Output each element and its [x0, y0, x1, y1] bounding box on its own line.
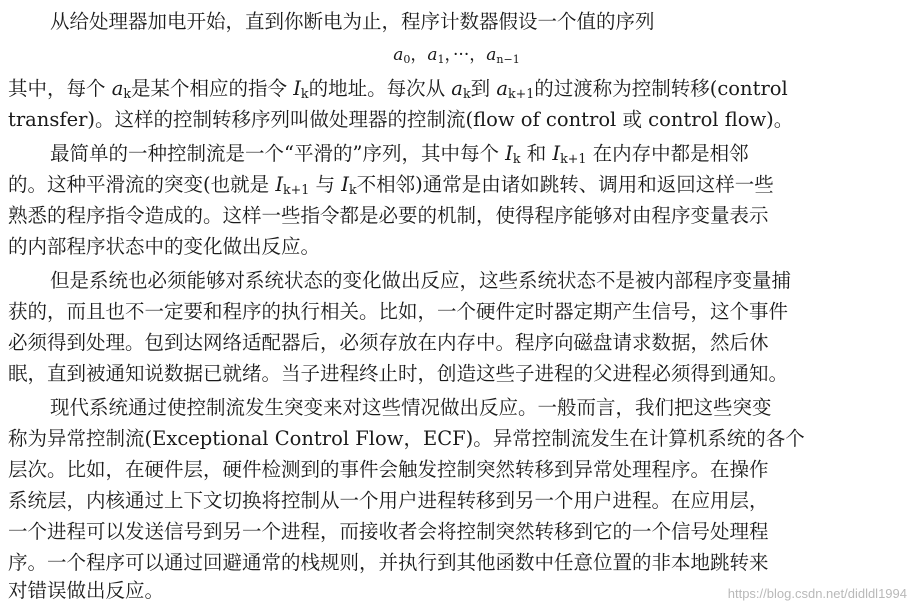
p2l1-i-k-sub: k	[512, 151, 521, 167]
seq-a0: a	[393, 45, 404, 65]
p2l1-i-k1-sub: k+1	[560, 151, 587, 167]
p1l2-text-5: 的过渡称为控制转移(control	[534, 77, 788, 100]
p1l2-i-k: I	[293, 77, 301, 100]
paragraph-4-line-1: 现代系统通过使控制流发生突变来对这些情况做出反应。一般而言，我们把这些突变	[50, 396, 772, 419]
paragraph-4-line-4: 系统层，内核通过上下文切换将控制从一个用户进程转移到另一个用户进程。在应用层，	[8, 489, 769, 512]
paragraph-4-line-5: 一个进程可以发送信号到另一个进程，而接收者会将控制突然转移到它的一个信号处理程	[8, 520, 769, 543]
seq-a1: a	[427, 45, 438, 65]
p2l1-text-2: 和	[520, 142, 553, 165]
seq-a1-sub: 1	[437, 52, 445, 66]
paragraph-2-line-1	[50, 141, 913, 167]
p1l2-a-k-2: a	[451, 77, 463, 100]
p2l2-text-2: 与	[309, 173, 342, 196]
paragraph-4-line-7: 对错误做出反应。	[8, 579, 165, 602]
paragraph-4-line-6: 序。一个程序可以通过回避通常的栈规则，并执行到其他函数中任意位置的非本地跳转来	[8, 551, 769, 574]
p1l2-i-k-sub: k	[300, 86, 309, 102]
paragraph-4-line-2: 称为异常控制流(Exceptional Control Flow，ECF)。异常控制流发生在计算机系统的各个	[8, 427, 805, 450]
paragraph-1-line-1: 从给处理器加电开始，直到你断电为止，程序计数器假设一个值的序列	[50, 10, 655, 33]
seq-sep-2: ，	[444, 45, 454, 65]
seq-an: a	[486, 45, 497, 65]
watermark-url: https://blog.csdn.net/didldl1994	[727, 586, 907, 601]
paragraph-3-line-2: 获的，而且也不一定要和程序的执行相关。比如，一个硬件定时器定期产生信号，这个事件	[8, 300, 789, 323]
p1l2-text-4: 到	[470, 77, 497, 100]
p2l2-text-1: 的。这种平滑流的突变(也就是	[8, 173, 276, 196]
p1l2-a-k-2-sub: k	[462, 86, 471, 102]
paragraph-4-line-3: 层次。比如，在硬件层，硬件检测到的事件会触发控制突然转移到异常处理程序。在操作	[8, 458, 769, 481]
p1l2-a-k-sub: k	[123, 86, 132, 102]
address-sequence	[0, 42, 913, 68]
p1l2-a-k1-sub: k+1	[507, 86, 535, 102]
paragraph-3-line-3: 必须得到处理。包到达网络适配器后，必须存放在内存中。程序向磁盘请求数据，然后休	[8, 331, 769, 354]
paragraph-1-line-3: transfer)。这样的控制转移序列叫做处理器的控制流(flow of control 或 control flow)。	[8, 108, 794, 131]
p2l2-text-3: 不相邻)通常是由诸如跳转、调用和返回这样一些	[356, 173, 774, 196]
paragraph-2-line-4: 的内部程序状态中的变化做出反应。	[8, 235, 321, 258]
p2l1-i-k: I	[505, 142, 513, 165]
p2l2-i-k1-sub: k+1	[283, 182, 310, 198]
p2l1-i-k1: I	[552, 142, 561, 165]
paragraph-3-line-1: 但是系统也必须能够对系统状态的变化做出反应，这些系统状态不是被内部程序变量捕	[50, 269, 792, 292]
p1l2-a-k1: a	[496, 77, 508, 100]
p1l2-a-k: a	[111, 77, 124, 100]
p2l1-text-1: 最简单的一种控制流是一个“平滑的”序列，其中每个	[50, 142, 506, 165]
p2l1-text-3: 在内存中都是相邻	[586, 142, 749, 165]
seq-sep-1: ，	[410, 45, 428, 65]
p2l2-i-k1: I	[275, 173, 284, 196]
p2l2-i-k-sub: k	[348, 182, 357, 198]
paragraph-2-line-3: 熟悉的程序指令造成的。这样一些指令都是必要的机制，使得程序能够对由程序变量表示	[8, 204, 769, 227]
p1l2-text-3: 的地址。每次从	[308, 77, 452, 100]
seq-ellipsis: ···	[453, 45, 470, 65]
seq-a0-sub: 0	[403, 52, 411, 66]
p2l2-i-k: I	[341, 173, 349, 196]
paragraph-3-line-4: 眠，直到被通知说数据已就绪。当子进程终止时，创造这些子进程的父进程必须得到通知。	[8, 362, 789, 385]
p1l2-text-1: 其中，每个	[8, 77, 112, 100]
seq-an-sub: n−1	[496, 52, 520, 66]
paragraph-2-line-2	[8, 172, 913, 198]
p1l2-text-2: 是某个相应的指令	[131, 77, 294, 100]
paragraph-1-line-2	[8, 76, 913, 102]
seq-sep-3: ，	[469, 45, 487, 65]
